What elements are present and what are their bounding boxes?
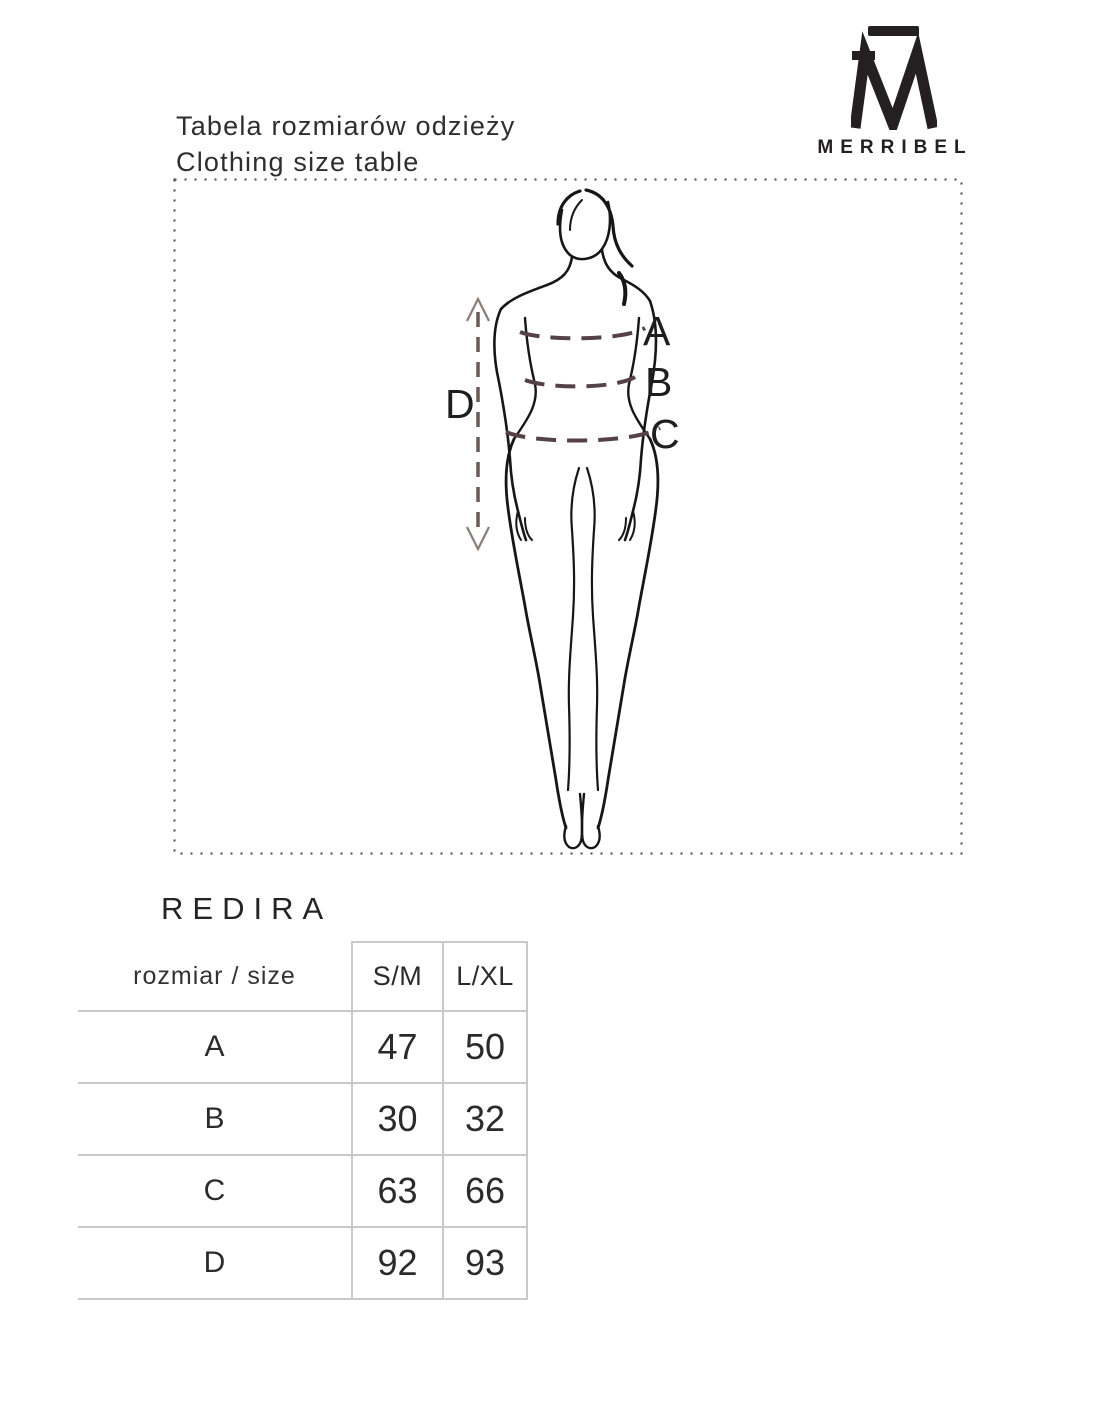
label-c: C [650, 411, 680, 457]
cell-value: 92 [352, 1227, 443, 1299]
arrow-down-icon [467, 527, 489, 549]
cell-value: 32 [443, 1083, 527, 1155]
table-row-b [78, 1083, 527, 1155]
product-name: REDIRA [161, 891, 333, 926]
croquis-figure [494, 190, 658, 848]
page-title-en: Clothing size table [176, 147, 420, 177]
table-row-a [78, 1011, 527, 1083]
size-guide-figure [173, 178, 963, 855]
size-table-column-lxl: L/XL [443, 942, 527, 1011]
page-title [176, 108, 515, 180]
cell-value: 30 [352, 1083, 443, 1155]
cell-value: 63 [352, 1155, 443, 1227]
page-title-pl: Tabela rozmiarów odzieży [176, 111, 516, 141]
cell-value: 66 [443, 1155, 527, 1227]
waist-line-b [525, 377, 635, 386]
brand-logo-m-icon [851, 24, 937, 130]
table-row-c [78, 1155, 527, 1227]
row-label: D [78, 1227, 352, 1299]
row-label: A [78, 1011, 352, 1083]
label-b: B [645, 359, 673, 405]
size-table-header-label: rozmiar / size [78, 942, 352, 1011]
label-a: A [643, 308, 671, 354]
bust-line-a [520, 328, 645, 338]
size-table [78, 941, 528, 1300]
cell-value: 50 [443, 1011, 527, 1083]
size-table-column-sm: S/M [352, 942, 443, 1011]
cell-value: 93 [443, 1227, 527, 1299]
brand-name: MERRIBEL [817, 137, 973, 158]
dotted-frame [175, 180, 962, 854]
row-label: C [78, 1155, 352, 1227]
hip-line-c [506, 428, 660, 441]
row-label: B [78, 1083, 352, 1155]
table-row-d [78, 1227, 527, 1299]
size-table-header-row [78, 942, 527, 1011]
label-d: D [445, 381, 475, 427]
cell-value: 47 [352, 1011, 443, 1083]
